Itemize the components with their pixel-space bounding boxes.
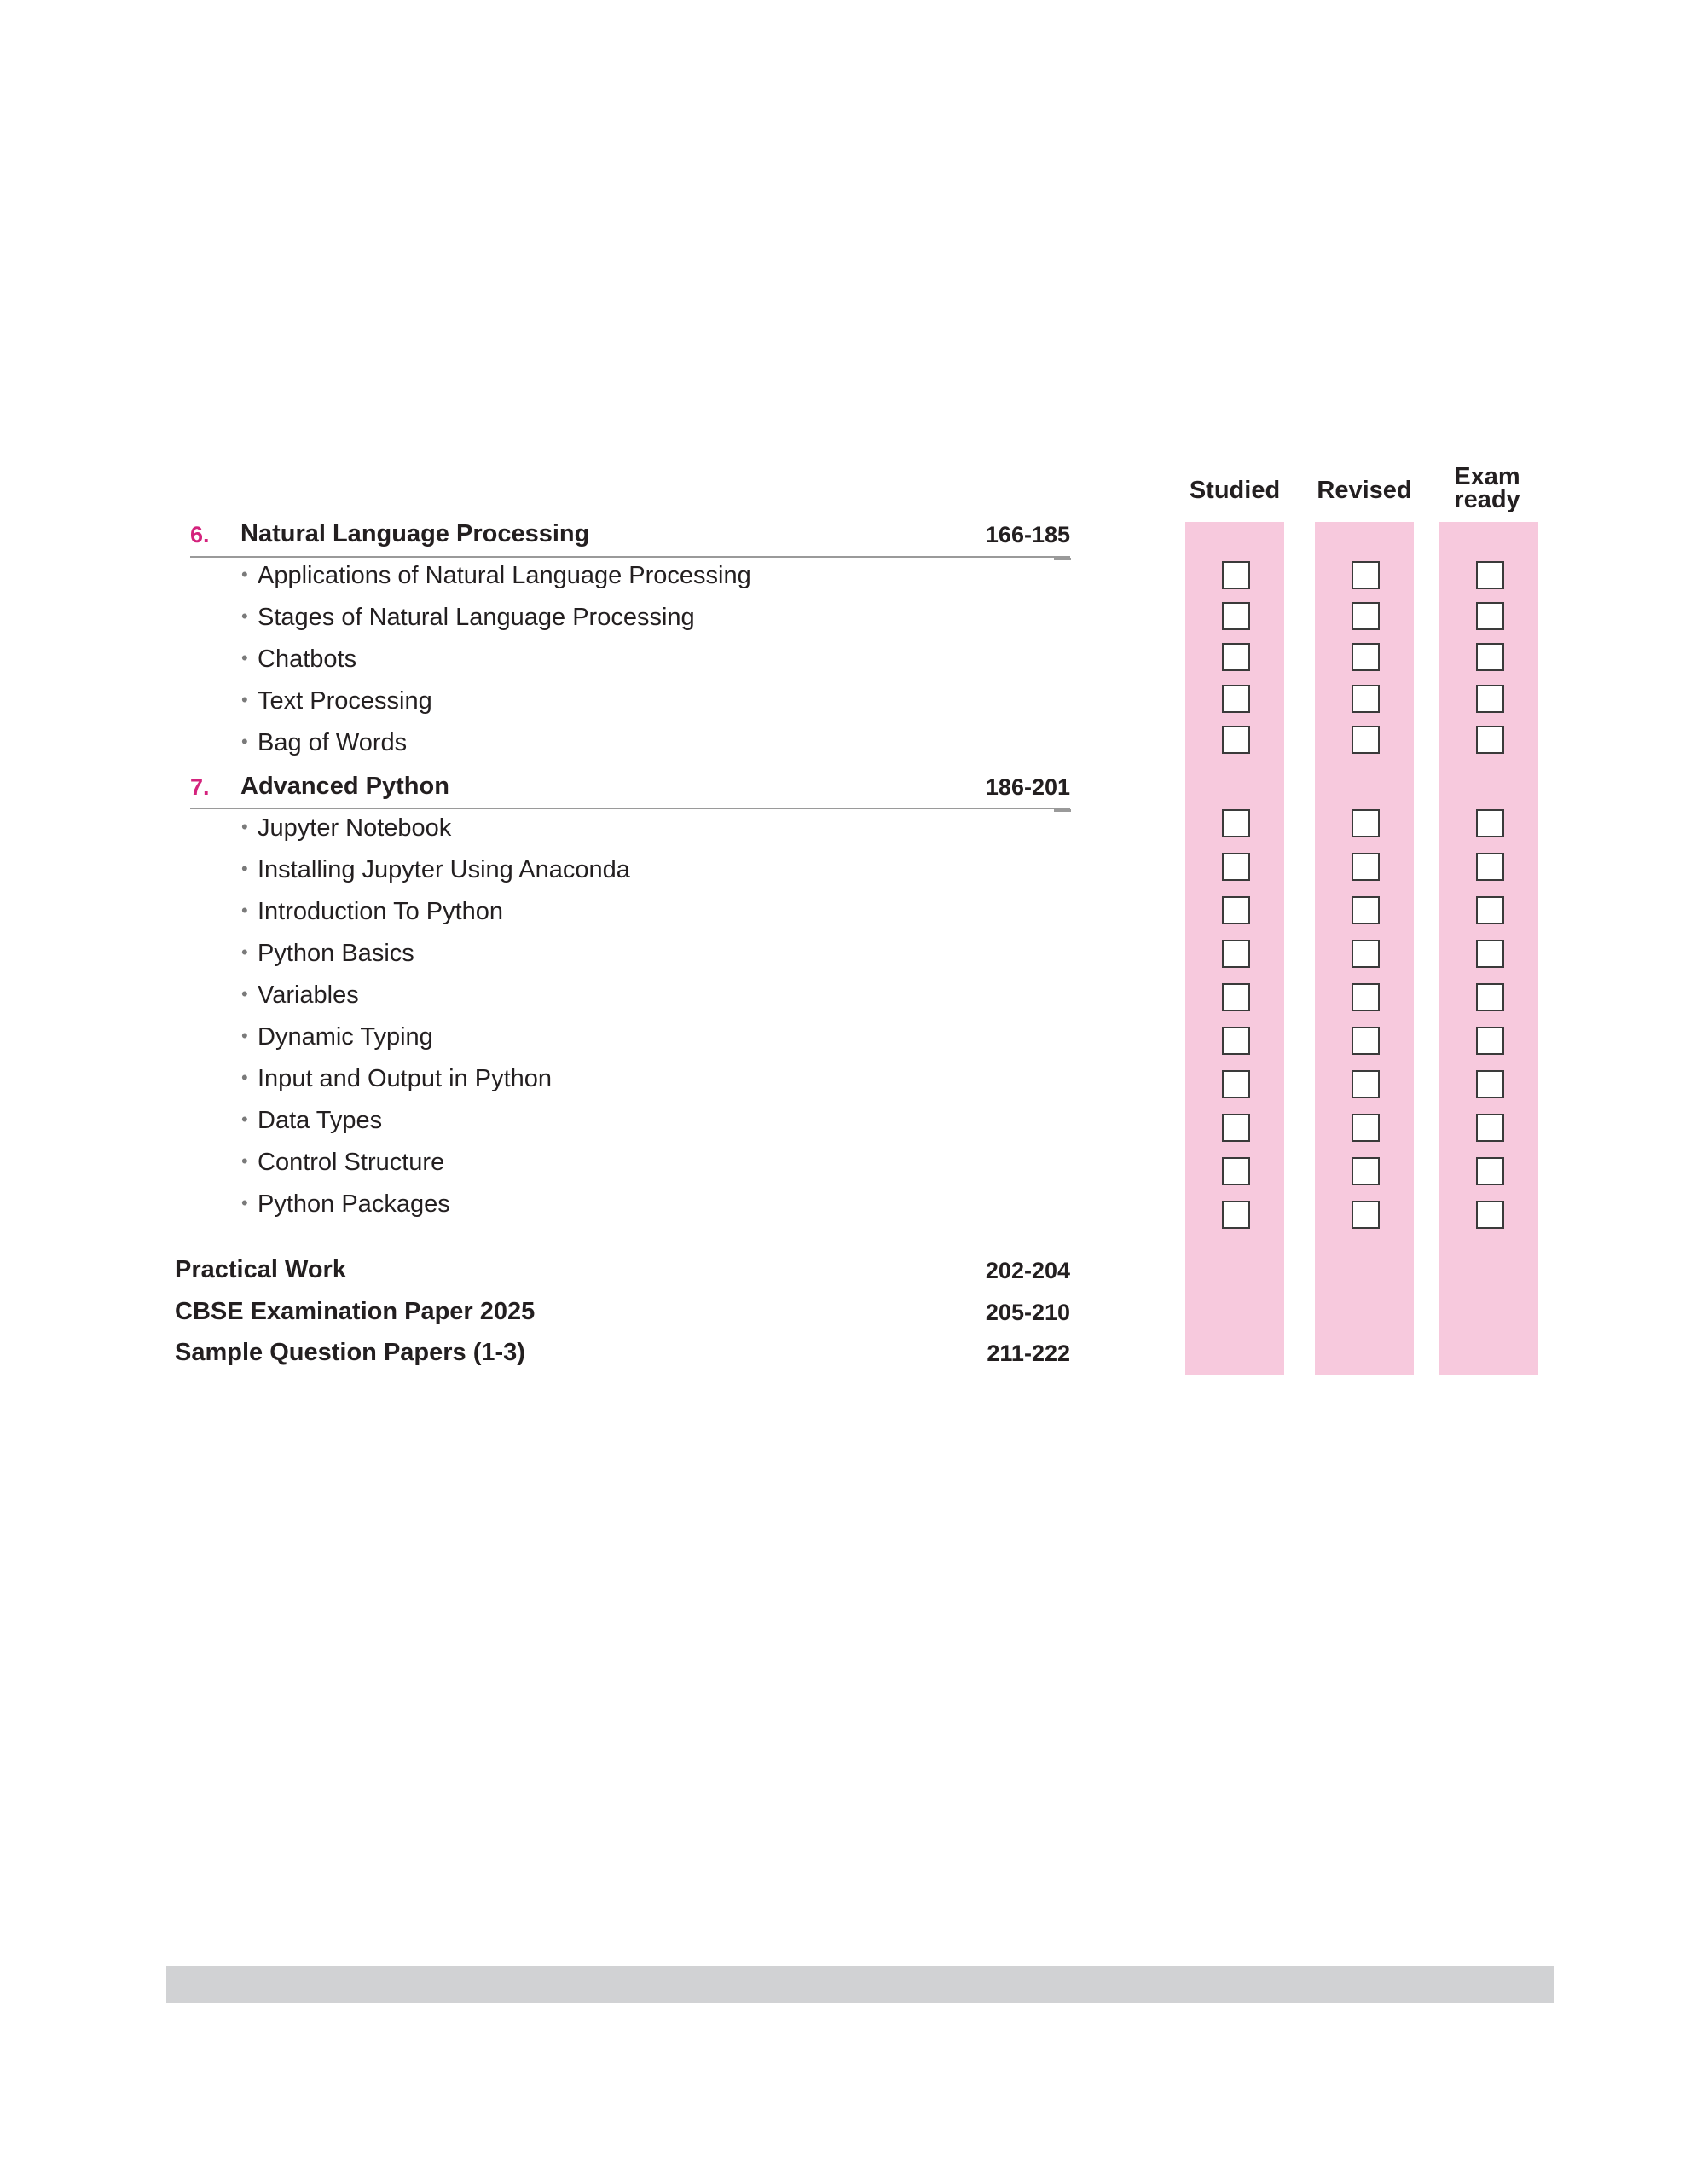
studied-checkbox[interactable] — [1222, 602, 1250, 630]
extra-title: CBSE Examination Paper 2025 — [175, 1298, 536, 1325]
revised-checkbox[interactable] — [1352, 1157, 1380, 1185]
topic-label: Control Structure — [258, 1149, 445, 1176]
bullet-icon: • — [241, 816, 248, 837]
bullet-icon: • — [241, 647, 248, 669]
studied-checkbox[interactable] — [1222, 685, 1250, 713]
topic-label: Stages of Natural Language Processing — [258, 604, 695, 631]
topic-label: Text Processing — [258, 687, 432, 715]
studied-checkbox[interactable] — [1222, 1201, 1250, 1229]
extra-pages: 211-222 — [987, 1340, 1070, 1366]
bullet-icon: • — [241, 1150, 248, 1172]
bullet-icon: • — [241, 983, 248, 1005]
bullet-icon: • — [241, 1025, 248, 1046]
studied-checkbox[interactable] — [1222, 983, 1250, 1011]
revised-checkbox[interactable] — [1352, 809, 1380, 837]
topic-label: Variables — [258, 981, 359, 1009]
exam-ready-checkbox[interactable] — [1476, 726, 1504, 754]
topic-item — [241, 981, 359, 1010]
exam-ready-checkbox[interactable] — [1476, 1070, 1504, 1098]
exam-ready-checkbox[interactable] — [1476, 561, 1504, 589]
extra-pages: 205-210 — [985, 1300, 1070, 1325]
chapter-number: 7. — [190, 774, 210, 800]
revised-checkbox[interactable] — [1352, 940, 1380, 968]
topic-item — [241, 646, 356, 674]
bullet-icon: • — [241, 1109, 248, 1130]
column-header-exam-ready-line1: Exam — [1454, 463, 1520, 490]
topic-label: Python Basics — [258, 940, 414, 967]
revised-checkbox[interactable] — [1352, 1070, 1380, 1098]
revised-checkbox[interactable] — [1352, 602, 1380, 630]
topic-item — [241, 814, 451, 843]
revised-checkbox[interactable] — [1352, 561, 1380, 589]
studied-checkbox[interactable] — [1222, 726, 1250, 754]
studied-checkbox[interactable] — [1222, 1114, 1250, 1142]
chapter-rule — [190, 556, 1070, 558]
exam-ready-checkbox[interactable] — [1476, 1157, 1504, 1185]
studied-checkbox[interactable] — [1222, 1157, 1250, 1185]
chapter-rule-tick — [1054, 809, 1071, 812]
studied-checkbox[interactable] — [1222, 643, 1250, 671]
topic-item — [241, 1190, 450, 1219]
extra-title: Practical Work — [175, 1256, 346, 1283]
topic-label: Input and Output in Python — [258, 1065, 553, 1092]
topic-label: Dynamic Typing — [258, 1023, 433, 1051]
bullet-icon: • — [241, 1192, 248, 1213]
chapter-pages: 186-201 — [985, 774, 1070, 800]
studied-checkbox[interactable] — [1222, 940, 1250, 968]
studied-checkbox[interactable] — [1222, 809, 1250, 837]
revised-checkbox[interactable] — [1352, 1201, 1380, 1229]
studied-checkbox[interactable] — [1222, 561, 1250, 589]
bullet-icon: • — [241, 731, 248, 752]
chapter-title: Advanced Python — [240, 773, 449, 800]
extra-title: Sample Question Papers (1-3) — [175, 1339, 525, 1366]
revised-checkbox[interactable] — [1352, 853, 1380, 881]
exam-ready-checkbox[interactable] — [1476, 1201, 1504, 1229]
exam-ready-checkbox[interactable] — [1476, 643, 1504, 671]
revised-checkbox[interactable] — [1352, 1027, 1380, 1055]
exam-ready-checkbox[interactable] — [1476, 983, 1504, 1011]
topic-label: Python Packages — [258, 1190, 450, 1218]
studied-checkbox[interactable] — [1222, 1027, 1250, 1055]
topic-item — [241, 1065, 552, 1093]
bullet-icon: • — [241, 900, 248, 921]
topic-item — [241, 940, 414, 968]
topic-item — [241, 562, 751, 590]
revised-checkbox[interactable] — [1352, 983, 1380, 1011]
studied-checkbox[interactable] — [1222, 1070, 1250, 1098]
topic-label: Chatbots — [258, 646, 357, 673]
chapter-number: 6. — [190, 522, 210, 547]
exam-ready-checkbox[interactable] — [1476, 940, 1504, 968]
column-header-studied: Studied — [1189, 477, 1281, 504]
bullet-icon: • — [241, 605, 248, 627]
bullet-icon: • — [241, 941, 248, 963]
chapter-rule-tick — [1054, 558, 1071, 560]
exam-ready-checkbox[interactable] — [1476, 853, 1504, 881]
exam-ready-checkbox[interactable] — [1476, 602, 1504, 630]
topic-item — [241, 1149, 444, 1177]
exam-ready-checkbox[interactable] — [1476, 1027, 1504, 1055]
studied-checkbox[interactable] — [1222, 853, 1250, 881]
topic-label: Introduction To Python — [258, 898, 504, 925]
exam-ready-checkbox[interactable] — [1476, 685, 1504, 713]
revised-checkbox[interactable] — [1352, 896, 1380, 924]
column-header-revised: Revised — [1317, 477, 1412, 504]
topic-label: Applications of Natural Language Processing — [258, 562, 751, 589]
topic-item — [241, 729, 407, 757]
bullet-icon: • — [241, 1067, 248, 1088]
revised-checkbox[interactable] — [1352, 643, 1380, 671]
extra-pages: 202-204 — [985, 1258, 1070, 1283]
topic-item — [241, 898, 503, 926]
chapter-rule — [190, 808, 1070, 809]
chapter-title: Natural Language Processing — [240, 520, 590, 547]
topic-label: Installing Jupyter Using Anaconda — [258, 856, 630, 883]
topic-label: Bag of Words — [258, 729, 408, 756]
topic-item — [241, 856, 630, 884]
topic-item — [241, 687, 432, 715]
studied-checkbox[interactable] — [1222, 896, 1250, 924]
topic-item — [241, 604, 695, 632]
topic-label: Jupyter Notebook — [258, 814, 452, 842]
chapter-pages: 166-185 — [985, 522, 1070, 547]
revised-checkbox[interactable] — [1352, 1114, 1380, 1142]
bullet-icon: • — [241, 858, 248, 879]
exam-ready-checkbox[interactable] — [1476, 1114, 1504, 1142]
bullet-icon: • — [241, 689, 248, 710]
revised-checkbox[interactable] — [1352, 685, 1380, 713]
exam-ready-checkbox[interactable] — [1476, 896, 1504, 924]
topic-item — [241, 1023, 433, 1051]
footer-bar — [166, 1966, 1554, 2003]
topic-item — [241, 1107, 382, 1135]
exam-ready-checkbox[interactable] — [1476, 809, 1504, 837]
column-header-exam-ready-line2: ready — [1454, 486, 1520, 513]
revised-checkbox[interactable] — [1352, 726, 1380, 754]
topic-label: Data Types — [258, 1107, 383, 1134]
bullet-icon: • — [241, 564, 248, 585]
column-header-exam-ready — [1438, 463, 1537, 513]
